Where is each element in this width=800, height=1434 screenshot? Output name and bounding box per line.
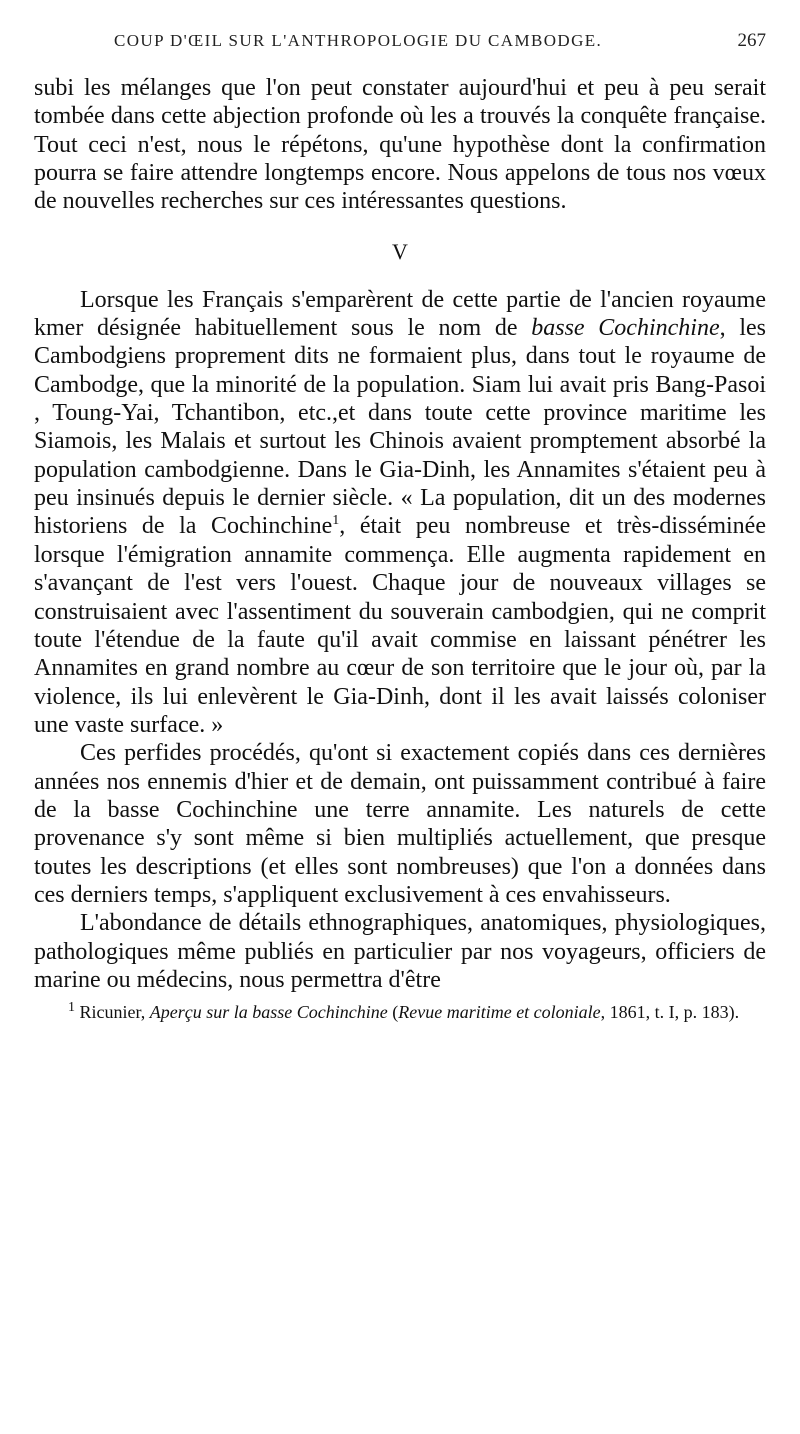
- footnote-reference: 1: [332, 513, 340, 529]
- footnote-details: , 1861, t. I, p. 183).: [600, 1002, 740, 1023]
- footnote-title: Aperçu sur la basse Cochinchine: [149, 1002, 388, 1023]
- footnote-marker: 1: [68, 1000, 75, 1016]
- running-head: [34, 30, 766, 74]
- paragraph-abondance: L'abondance de détails ethnographiques, anatomiques, physiologiques, pathologiques même publiés en particulier par nos voyageurs, officiers de marine ou médecins, nous permettra d'être: [34, 910, 766, 993]
- paragraph-perfides: Ces perfides procédés, qu'ont si exactement copiés dans ces dernières années nos ennemis d'hier et de demain, ont puissamment contribué à faire de la basse Cochinchine une terre annamite. Les naturels de cette provenance s'y sont même si bien multipliés actuellement, que presque toutes les descriptions (et elles sont nombreuses) que l'on a données dans ces derniers temps, s'appliquent exclusivement à ces envahisseurs.: [34, 740, 766, 908]
- footnote-journal: Revue maritime et coloniale: [398, 1002, 601, 1023]
- paragraph-text: , était peu nombreuse et très-disséminée lorsque l'émigration annamite commença. Elle augmenta rapidement en s'avançant de l'est vers l'ouest. Chaque jour de nouveaux villages se construisaient avec l'assentiment du souverain cambodgien, qui ne comprit toute l'étendue de la faute qu'il avait commise en laissant pénétrer les Annamites en grand nombre au cœur de son territoire que le jour où, par la violence, ils lui enlevèrent le Gia-Dinh, dont il les avait laissés coloniser une vaste surface. »: [34, 513, 766, 738]
- section-number: V: [392, 238, 408, 264]
- paragraph-continuation: subi les mélanges que l'on peut constater aujourd'hui et peu à peu serait tombée dans cette abjection profonde où les a trouvés la conquête française. Tout ceci n'est, nous le répétons, qu'une hypothèse dont la confirmation pourra se faire attendre longtemps encore. Nous appelons de tous nos vœux de nouvelles recherches sur ces intéressantes questions.: [34, 75, 766, 215]
- paragraph-section-opening: [34, 286, 766, 740]
- footnote-author: Ricunier,: [79, 1002, 150, 1023]
- running-head-title: COUP D'ŒIL SUR L'ANTHROPOLOGIE DU CAMBODGE.: [114, 31, 603, 50]
- footnote: [34, 1000, 766, 1024]
- paragraph-text: , les Cambodgiens proprement dits ne formaient plus, dans tout le royaume de Cambodge, que la minorité de la population. Siam lui avait pris Bang-Pasoi , Toung-Yai, Tchantibon, etc.,et dans toute cette province maritime les Siamois, les Malais et surtout les Chinois avaient promptement absorbé la population cambodgienne. Dans le Gia-Dinh, les Annamites s'étaient peu à peu insinués depuis le dernier siècle. « La population, dit un des modernes historiens de la Cochinchine: [34, 315, 766, 540]
- italic-term: basse Cochinchine: [531, 315, 720, 342]
- footnote-paren: (: [387, 1002, 399, 1023]
- paragraph-text: Lorsque les Français s'emparèrent de cette partie de l'ancien royaume kmer désignée habituellement sous le nom de: [34, 286, 766, 342]
- page-number: 267: [737, 30, 766, 51]
- book-page: [34, 30, 766, 1410]
